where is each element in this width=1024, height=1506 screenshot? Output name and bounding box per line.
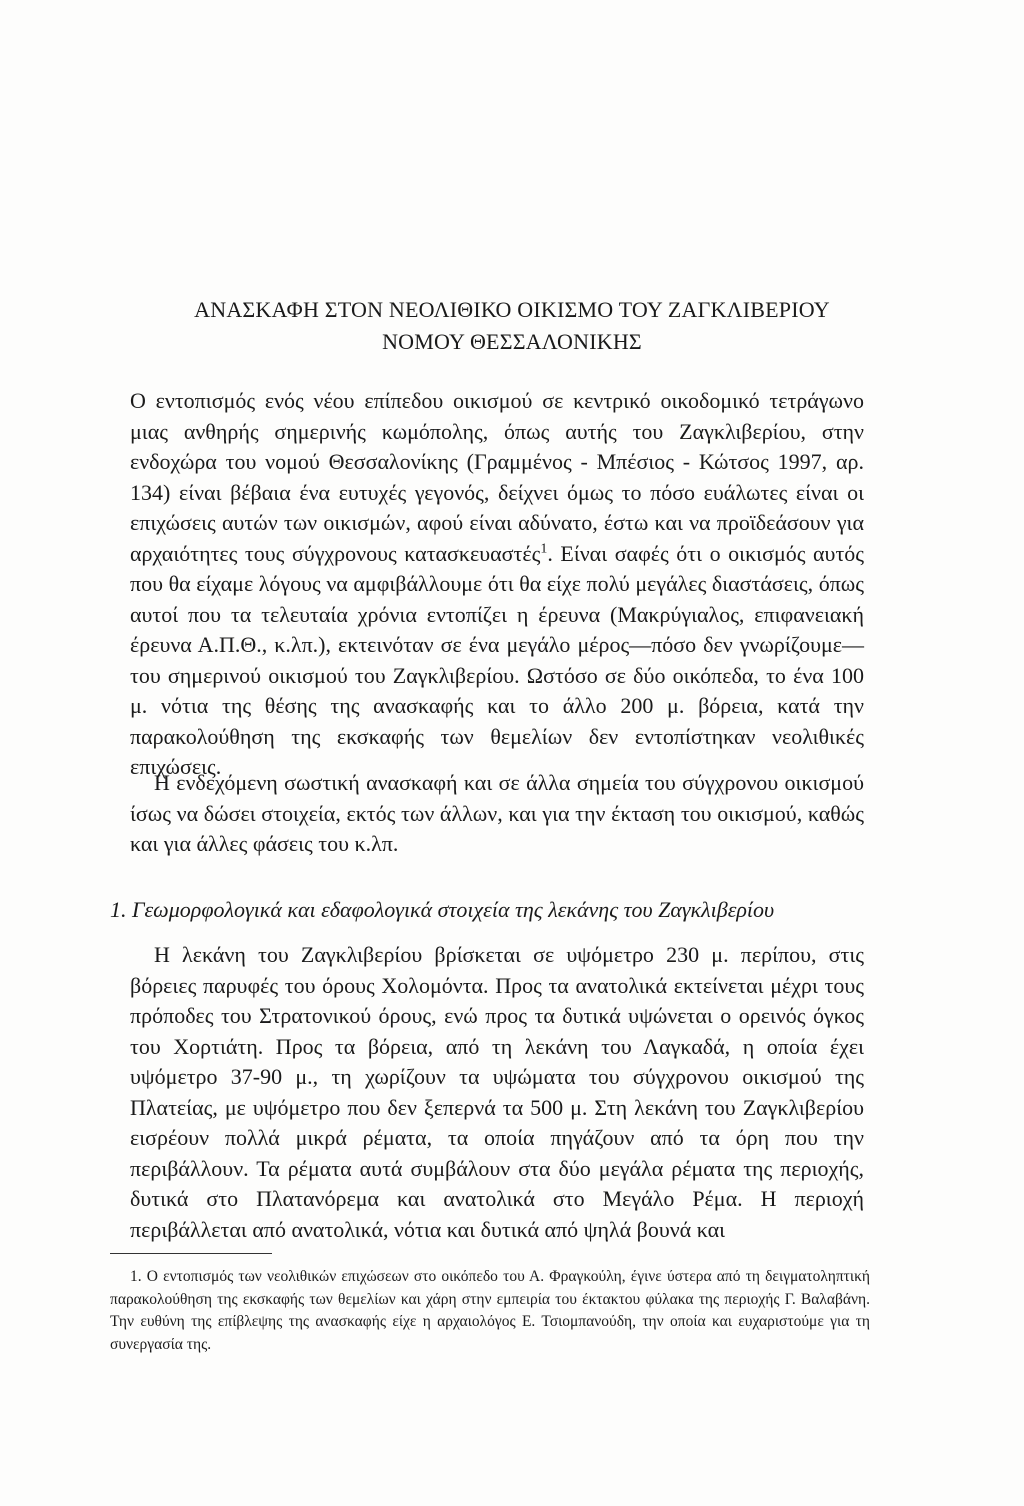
intro-paragraph-1-text-b: . Είναι σαφές ότι ο οικισμός αυτός που θα είχαμε λόγους να αμφιβάλλουμε ότι θα είχε πολύ μεγάλες διαστάσεις, όπως αυτοί που τα τελευταία χρόνια εντοπίζει η έρευνα (Μακρύγιαλος, επιφανειακή έρευνα Α.Π.Θ., κ.λπ.), εκτεινόταν σε ένα μεγάλο μέρος—πόσο δεν γνωρίζουμε— του σημερινού οικισμού του Ζαγκλιβερίου. Ωστόσο σε δύο οικόπεδα, το ένα 100 μ. νότια της θέσης της ανασκαφής και το άλλο 200 μ. βόρεια, κατά την παρακολούθηση της εκσκαφής των θεμελίων δεν εντοπίστηκαν νεολιθικές επιχώσεις. (130, 540, 864, 779)
footnote-separator (110, 1253, 272, 1254)
intro-paragraph-1-text-a: Ο εντοπισμός ενός νέου επίπεδου οικισμού σε κεντρικό οικοδομικό τετράγωνο μιας ανθηρής σημερινής κωμόπολης, όπως αυτής του Ζαγκλιβερίου, στην ενδοχώρα του νομού Θεσσαλονίκης (Γραμμένος - Μπέσιος - Κώτσος 1997, αρ. 134) είναι βέβαια ένα ευτυχές γεγονός, δείχνει όμως το πόσο ευάλωτες είναι οι επιχώσεις αυτών των οικισμών, αφού είναι αδύνατο, έστω και να προϊδεάσουν για αρχαιότητες τους σύγχρονους κατασκευαστές (130, 388, 864, 566)
footnote-marker-1[interactable]: 1 (540, 541, 548, 557)
section-heading-1: 1. Γεωμορφολογικά και εδαφολογικά στοιχεία της λεκάνης του Ζαγκλιβερίου (110, 897, 775, 922)
intro-paragraph-2: Η ενδεχόμενη σωστική ανασκαφή και σε άλλα σημεία του σύγχρονου οικισμού ίσως να δώσει στοιχεία, εκτός των άλλων, και για την έκταση του οικισμού, καθώς και για άλλες φάσεις του κ.λπ. (130, 770, 864, 856)
article-title-line-2: ΝΟΜΟΥ ΘΕΣΣΑΛΟΝΙΚΗΣ (382, 329, 642, 354)
footnote-1: 1. Ο εντοπισμός των νεολιθικών επιχώσεων στο οικόπεδο του Α. Φραγκούλη, έγινε ύστερα από τη δειγματοληπτική παρακολούθηση της εκσκαφής των θεμελίων και χάρη στην εμπειρία του έκτακτου φύλακα της περιοχής Γ. Βαλαβάνη. Την ευθύνη της επίβλεψης της ανασκαφής είχε η αρχαιολόγος Ε. Τσιομπανούδη, την οποία και ευχαριστούμε για τη συνεργασία της. (110, 1268, 870, 1353)
article-title-line-1: ΑΝΑΣΚΑΦΗ ΣΤΟΝ ΝΕΟΛΙΘΙΚΟ ΟΙΚΙΣΜΟ ΤΟΥ ΖΑΓΚΛΙΒΕΡΙΟΥ (194, 297, 830, 322)
intro-paragraph-1 (130, 386, 864, 783)
section-1-paragraph: Η λεκάνη του Ζαγκλιβερίου βρίσκεται σε υψόμετρο 230 μ. περίπου, στις βόρειες παρυφές του όρους Χολομόντα. Προς τα ανατολικά εκτείνεται μέχρι τους πρόποδες του Στρατονικού όρους, ενώ προς τα δυτικά υψώνεται ο ορεινός όγκος του Χορτιάτη. Προς τα βόρεια, από τη λεκάνη του Λαγκαδά, η οποία έχει υψόμετρο 37-90 μ., τη χωρίζουν τα υψώματα του σύγχρονου οικισμού της Πλατείας, με υψόμετρο που δεν ξεπερνά τα 500 μ. Στη λεκάνη του Ζαγκλιβερίου εισρέουν πολλά μικρά ρέματα, τα οποία πηγάζουν από τα όρη που την περιβάλλουν. Τα ρέματα αυτά συμβάλουν στα δύο μεγάλα ρέματα της περιοχής, δυτικά στο Πλατανόρεμα και ανατολικά στο Μεγάλο Ρέμα. Η περιοχή περιβάλλεται από ανατολικά, νότια και δυτικά από ψηλά βουνά και (130, 942, 864, 1242)
